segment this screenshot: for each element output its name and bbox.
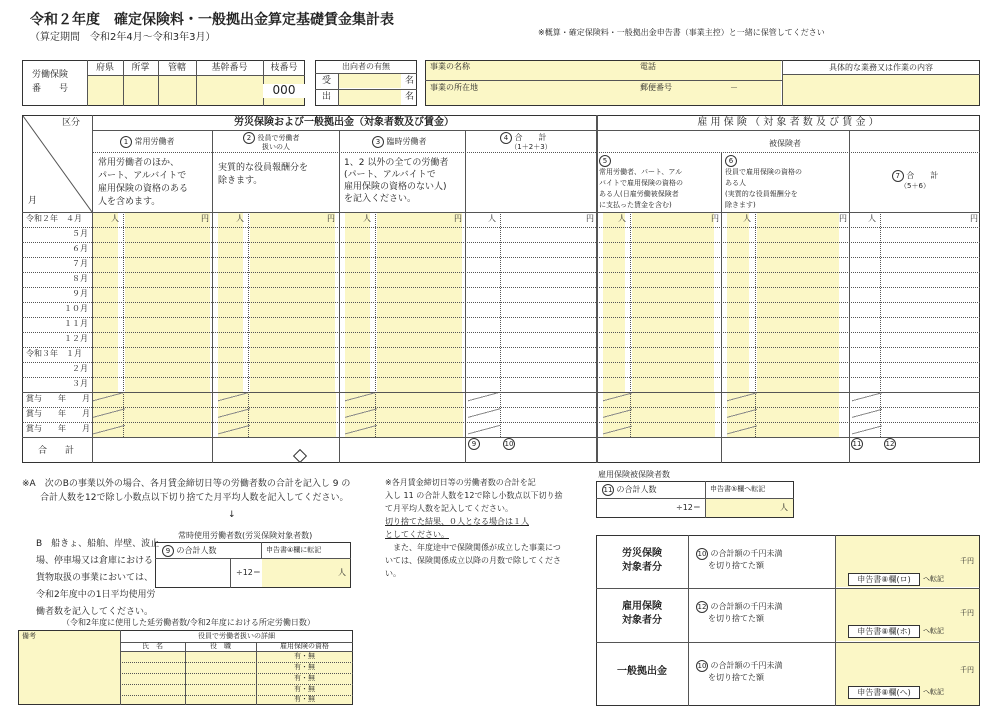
koyo-transfer-label: 申告書⑤欄へ転記 (710, 485, 766, 493)
business-address-label: 事業の所在地 (430, 83, 478, 92)
col2-title-line2: 扱いの人 (262, 143, 290, 151)
month-label: １０月 (64, 304, 88, 313)
month-label: １１月 (64, 319, 88, 328)
summary-desc: 10 の合計額の千円未満 (697, 661, 783, 670)
summary-unit: 千円 (960, 666, 974, 674)
transfer-arrow: へ転記 (923, 627, 944, 635)
month-label: ７月 (72, 259, 88, 268)
storage-note: ※概算・確定保険料・一般拠出金申告書（事業主控）と一緒に保管してください (538, 28, 825, 37)
unit-person: 人 (868, 214, 876, 223)
col-office: 管轄 (167, 63, 186, 73)
transfer-box: 申告書⑧欄(へ) (848, 686, 920, 699)
summary-label: 雇用保険 (622, 601, 662, 612)
unit-yen: 円 (454, 214, 462, 223)
col-prefecture: 府県 (95, 63, 114, 73)
eligibility-option[interactable]: 有・無 (294, 695, 315, 703)
officer-detail-title: 役員で労働者扱いの詳細 (198, 632, 275, 640)
work-content-label: 具体的な業務又は作業の内容 (829, 63, 933, 72)
dispatch-send-input[interactable] (339, 90, 401, 105)
koyo-count-unit: 人 (780, 503, 788, 512)
col2-description: 実質的な役員報酬分を 除きます。 (218, 163, 309, 186)
summary-desc: 12 の合計額の千円未満 (697, 602, 783, 611)
insurance-number-label2: 番 号 (32, 84, 69, 94)
down-arrow-icon: ↓ (228, 510, 236, 520)
note-b: B 船きょ、船舶、岸壁、波止 場、停車場又は倉庫における 貨物取扱の事業においては、 令和2年度中の1日平均使用労 働者数を記入してください。 (36, 539, 160, 617)
branch-number-value: 000 (263, 84, 305, 98)
col5-description: 5 常用労働者、パート、アル バイトで雇用保険の資格の ある人(日雇労働被保険者 に支払った賃金を含む) (599, 157, 683, 209)
business-input-area[interactable] (426, 61, 781, 105)
phone-label: 電話 (640, 62, 656, 71)
unit-person: 人 (236, 214, 244, 223)
bonus-label: 賞与 年 月 (26, 424, 90, 433)
remarks-label: 備考 (22, 632, 36, 640)
total-marker-10: 10 (504, 440, 514, 448)
col3-title: 3 臨時労働者 (372, 136, 427, 148)
joji-transfer-label: 申告書④欄に転記 (266, 546, 322, 554)
koyo-count-title: 雇用保険被保険者数 (598, 470, 670, 479)
unit-yen: 円 (586, 214, 594, 223)
col-base-number: 基幹番号 (211, 63, 248, 73)
koyo-total-label: 11 の合計人数 (603, 485, 657, 494)
summary-label: 労災保険 (622, 548, 662, 559)
note-c: ※各月賃金締切日等の労働者数の合計を記 入し 11 の合計人数を12で除し小数点以下切り捨 て月平均人数を記入してください。 切り捨てた結果、０人となる場合は１人 としてください。 また、年度途中で保険関係が成立した事業につ いては、保険関係成立以降の月数で除してくださ い。 (385, 478, 563, 578)
month-label: １２月 (64, 334, 88, 343)
col7-title: 7 合 計 (850, 170, 980, 182)
col6-description: 6 役員で雇用保険の資格の ある人 (実質的な役員報酬分を 除きます) (725, 157, 802, 209)
nobe-note: （令和2年度に使用した延労働者数/令和2年度における所定労働日数） (62, 618, 315, 627)
summary-desc: を切り捨てた額 (708, 561, 764, 570)
unit-yen: 円 (201, 214, 209, 223)
month-label: ６月 (72, 244, 88, 253)
summary-unit: 千円 (960, 609, 974, 617)
unit-person: 人 (363, 214, 371, 223)
col-jurisdiction: 所掌 (131, 63, 150, 73)
corner-month-label: 月 (28, 196, 38, 206)
rosai-header: 労災保険および一般拠出金（対象者数及び賃金） (234, 117, 454, 128)
month-label: ９月 (72, 289, 88, 298)
summary-desc: を切り捨てた額 (708, 614, 764, 623)
joji-divide-label: ÷12＝ (236, 568, 261, 577)
unit-yen: 円 (839, 214, 847, 223)
transfer-arrow: へ転記 (923, 688, 944, 696)
work-content-input[interactable] (783, 74, 979, 105)
joji-total-label: 9 の合計人数 (162, 545, 217, 557)
dispatch-title: 出向者の有無 (342, 62, 390, 71)
unit-yen: 円 (970, 214, 978, 223)
bonus-label: 賞与 年 月 (26, 409, 90, 418)
total-marker-9: 9 (468, 438, 480, 450)
eligibility-option[interactable]: 有・無 (294, 674, 315, 682)
month-label: ８月 (72, 274, 88, 283)
dispatch-send-unit: 名 (405, 92, 415, 102)
transfer-arrow: へ転記 (923, 575, 944, 583)
calculation-period: （算定期間 令和2年4月～令和3年3月） (30, 32, 216, 43)
remarks-input[interactable] (19, 631, 120, 704)
col1-title: 1 常用労働者 (120, 136, 175, 148)
col1-description: 常用労働者のほか、 パート、アルバイトで 雇用保険の資格のある 人を含めます。 (98, 158, 189, 207)
note-a: ※A 次のBの事業以外の場合、各月賃金締切日等の労働者数の合計を記入し 9 の 合計人数を12で除し小数点以下切り捨てた月平均人数を記入してください。 (22, 479, 351, 503)
eligibility-option[interactable]: 有・無 (294, 685, 315, 693)
month-label: 令和２年 ４月 (26, 214, 82, 223)
postal-code-label: 郵便番号 (640, 83, 672, 92)
summary-label: 対象者分 (622, 562, 662, 573)
month-label: ５月 (72, 229, 88, 238)
unit-yen: 円 (327, 214, 335, 223)
joji-unit: 人 (338, 568, 346, 577)
dispatch-receive-label: 受 (322, 76, 332, 86)
eligibility-option[interactable]: 有・無 (294, 652, 315, 660)
business-name-label: 事業の名称 (430, 62, 470, 71)
unit-person: 人 (111, 214, 119, 223)
bonus-label: 賞与 年 月 (26, 394, 90, 403)
total-marker-12: 12 (885, 440, 895, 448)
eligibility-option[interactable]: 有・無 (294, 663, 315, 671)
total-marker-11: 11 (852, 440, 862, 448)
unit-person: 人 (618, 214, 626, 223)
col4-formula: （1＋2＋3） (510, 143, 552, 151)
page-title: 令和２年度 確定保険料・一般拠出金算定基礎賃金集計表 (30, 12, 394, 28)
col-position: 役 職 (210, 642, 231, 650)
insurance-number-label1: 労働保険 (32, 70, 69, 80)
summary-label: 一般拠出金 (617, 666, 667, 677)
col2-title: 2 役員で労働者 (243, 132, 300, 144)
summary-desc: 10 の合計額の千円未満 (697, 549, 783, 558)
summary-label: 対象者分 (622, 615, 662, 626)
transfer-box: 申告書⑧欄(ホ) (848, 625, 920, 638)
postal-code-separator: － (730, 83, 738, 92)
koyo-insured-label: 被保険者 (769, 139, 801, 148)
month-label: ２月 (72, 364, 88, 373)
summary-unit: 千円 (960, 557, 974, 565)
koyo-header: 雇 用 保 険 （ 対 象 者 数 及 び 賃 金 ） (697, 117, 879, 128)
dispatch-receive-unit: 名 (405, 76, 415, 86)
unit-person: 人 (743, 214, 751, 223)
unit-person: 人 (488, 214, 496, 223)
dispatch-send-label: 出 (322, 92, 332, 102)
summary-desc: を切り捨てた額 (708, 673, 764, 682)
col-branch-number: 枝番号 (270, 63, 298, 73)
dispatch-receive-input[interactable] (339, 74, 401, 88)
col3-description: 1、2 以外の全ての労働者 (パート、アルバイトで 雇用保険の資格のない人) を記入ください。 (344, 158, 449, 204)
month-label: ３月 (72, 379, 88, 388)
col4-title: 4 合 計 (500, 132, 547, 144)
month-label: 令和３年 １月 (26, 349, 82, 358)
total-row-label: 合 計 (38, 446, 75, 456)
joji-result-input[interactable] (262, 559, 350, 587)
transfer-box: 申告書⑧欄(ロ) (848, 573, 920, 586)
col7-formula: （5＋6） (900, 182, 930, 190)
koyo-divide-label: ÷12＝ (676, 503, 701, 512)
unit-yen: 円 (711, 214, 719, 223)
col-employment-eligibility: 雇用保険の資格 (280, 642, 329, 650)
joji-title: 常時使用労働者数(労災保険対象者数) (178, 531, 313, 540)
corner-category-label: 区分 (62, 118, 81, 128)
col-name: 氏 名 (142, 642, 163, 650)
